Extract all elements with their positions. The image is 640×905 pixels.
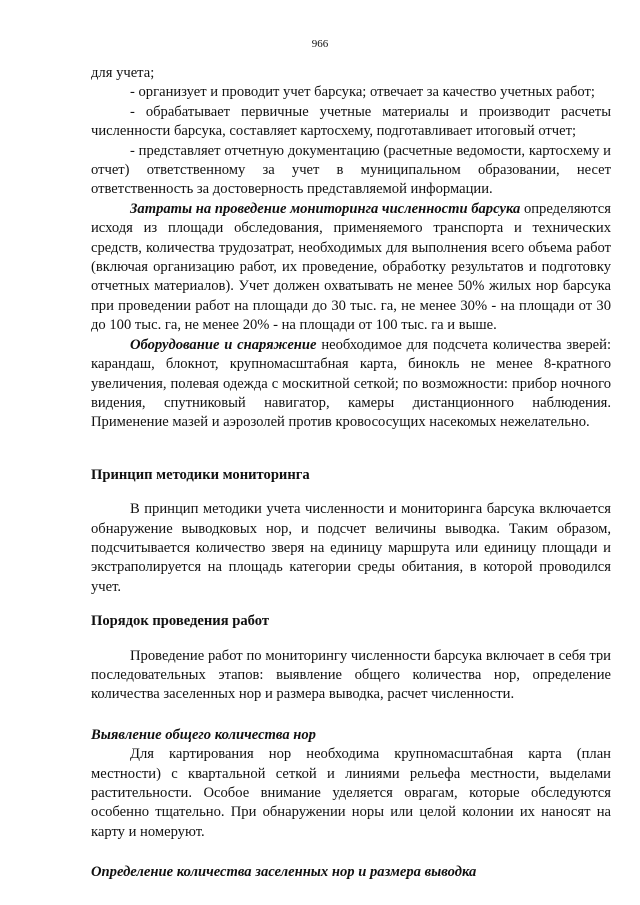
costs-lead: Затраты на проведение мониторинга численности барсука — [130, 200, 521, 217]
costs-text: определяются исходя из площади обследования, применяемого транспорта и технических средств, количества трудозатрат, необходимых для выполнения всего объема работ (включая организацию работ, их проведение, обработку результатов и подготовку отчетных материалов). Учет должен охватывать не менее 50% жилых нор барсука при проведении работ на площади до 30 тыс. га, не менее 30% - на площади от 30 до 100 тыс. га, не менее 20% - на площади от 100 тыс. га и выше. — [91, 200, 611, 334]
equipment-paragraph — [91, 336, 611, 433]
procedure-paragraph: Проведение работ по мониторингу численности барсука включает в себя три последовательных этапов: выявление общего количества нор, определение количества заселенных нор и размера выводка, расчет численности. — [91, 647, 611, 703]
equipment-text: необходимое для подсчета количества зверей: карандаш, блокнот, крупномасштабная карта, бинокль не менее 8-кратного увеличения, полевая одежда с москитной сеткой; по возможности: прибор ночного видения, спутниковый навигатор, камеры дистанционного наблюдения. Применение мазей и аэрозолей против кровососущих насекомых нежелательно. — [91, 336, 612, 431]
duty-item-3: - представляет отчетную документацию (расчетные ведомости, картосхему и отчет) ответственному за учет в муниципальном образовании, несет ответственность за достоверность представляемой информации. — [91, 142, 611, 198]
duty-item-1: - организует и проводит учет барсука; отвечает за качество учетных работ; — [130, 84, 595, 101]
intro-line: для учета; — [91, 65, 155, 81]
detection-paragraph: Для картирования нор необходима крупномасштабная карта (план местности) с квартальной сеткой и линиями рельефа местности, выделами растительности. Особое внимание уделяется оврагам, которые обследуются особенно тщательно. При обнаружении норы или целой колонии их наносят на карту и номеруют. — [91, 746, 611, 840]
document-body — [91, 64, 611, 883]
costs-paragraph — [91, 200, 611, 336]
occupied-heading: Определение количества заселенных нор и размера выводка — [91, 864, 477, 881]
principle-paragraph: В принцип методики учета численности и мониторинга барсука включается обнаружение выводковых нор, и подсчет величины выводка. Таким образом, подсчитывается количество зверя на единицу маршрута или единицу площади и экстраполируется на площадь категории среды обитания, в которой проводился учет. — [91, 501, 611, 595]
duty-item-2: - обрабатывает первичные учетные материалы и производит расчеты численности барсука, составляет картосхему, подготавливает итоговый отчет; — [91, 103, 611, 140]
principle-heading: Принцип методики мониторинга — [91, 466, 310, 483]
procedure-heading: Порядок проведения работ — [91, 613, 270, 630]
equipment-lead: Оборудование и снаряжение — [130, 336, 317, 353]
detection-heading: Выявление общего количества нор — [91, 726, 316, 743]
page-number: 966 — [311, 38, 329, 50]
